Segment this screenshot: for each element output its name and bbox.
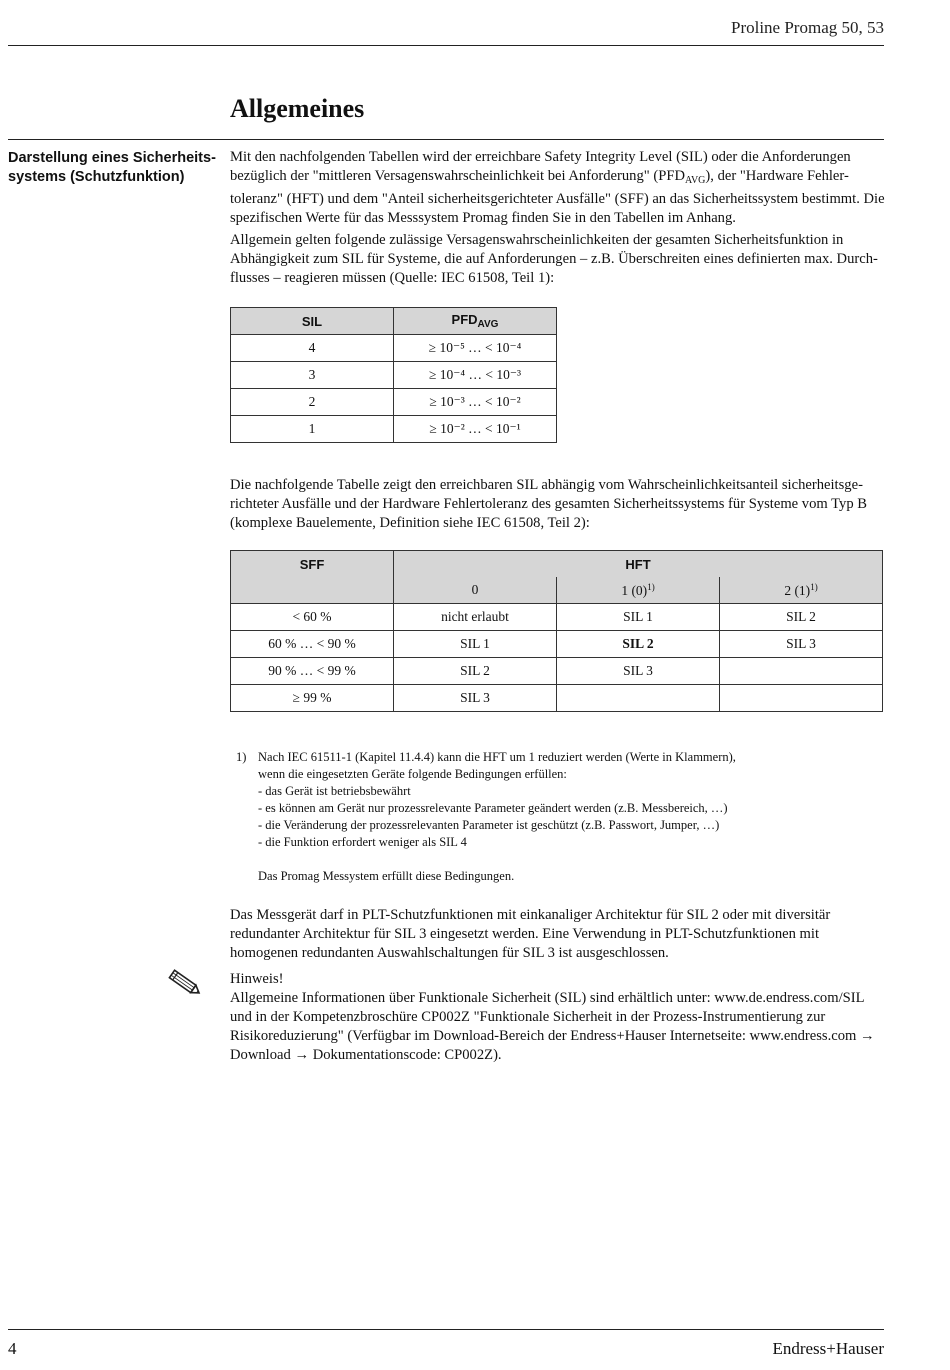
footnote-line: - die Funktion erfordert weniger als SIL 4: [258, 835, 467, 849]
column-header-sff-spacer: [231, 577, 394, 604]
pfd-paragraph: Allgemein gelten folgende zulässige Versagenswahrscheinlichkeiten der gesamten Sicherheitsfunktion in Abhängigkeit zum SIL für Systeme, die auf Anforderungen – z.B. Überschreiten eines definierten max. Durch-flusses – reagieren müssen (Quelle: IEC 61508, Teil 1):: [230, 232, 878, 286]
note-title: Hinweis!: [230, 971, 284, 987]
column-header-hft-2: 2 $(1)^{1)}$: [720, 577, 883, 604]
pencil-icon: [163, 966, 205, 1009]
cell-sff: < 60 %: [231, 604, 394, 631]
table-header-row: [231, 551, 883, 578]
cell-pfd: ≥ 10⁻² … < 10⁻¹: [394, 416, 557, 443]
footnote-line: wenn die eingesetzten Geräte folgende Bedingungen erfüllen:: [258, 767, 567, 781]
column-header-hft-1: 1 $(0)^{1)}$: [557, 577, 720, 604]
note-block: [230, 970, 886, 1065]
page-number: 4: [8, 1339, 17, 1358]
cell-sff: 60 % … < 90 %: [231, 631, 394, 658]
footnote-closing: Das Promag Messystem erfüllt diese Bedingungen.: [258, 869, 515, 883]
cell-hft-2: SIL 3: [720, 631, 883, 658]
footnote-line: Nach IEC 61511-1 (Kapitel 11.4.4) kann die HFT um 1 reduziert werden (Werte in Klammern),: [258, 750, 736, 764]
column-header-sff: SFF: [231, 551, 394, 578]
table-row: [231, 389, 557, 416]
cell-hft-1: SIL 3: [557, 658, 720, 685]
footnote-body: [258, 749, 858, 885]
column-header-hft: HFT: [394, 551, 883, 578]
cell-hft-0: SIL 1: [394, 631, 557, 658]
table-row: [231, 335, 557, 362]
cell-hft-0: SIL 2: [394, 658, 557, 685]
cell-hft-1: SIL 1: [557, 604, 720, 631]
table-row: [231, 685, 883, 712]
cell-hft-2: [720, 658, 883, 685]
cell-hft-1: SIL 2: [557, 631, 720, 658]
usage-paragraph: Das Messgerät darf in PLT-Schutzfunktionen mit einkanaliger Architektur für SIL 2 oder mit diversitär redundanter Architektur für SIL 3 eingesetzt werden. Eine Verwendung in PLT-Schutzfunktionen mit homogenen redundanten Auswahlschaltungen für SIL 3 ist ausgeschlossen.: [230, 907, 831, 961]
footnote-line: - das Gerät ist betriebsbewährt: [258, 784, 411, 798]
footnote-line: - es können am Gerät nur prozessrelevante Parameter geändert werden (z.B. Messbereich, …): [258, 801, 728, 815]
table-row: [231, 658, 883, 685]
sff-hft-table: [230, 550, 883, 712]
cell-sil: 1: [231, 416, 394, 443]
footer-brand: Endress+Hauser: [772, 1339, 884, 1358]
page-title: Allgemeines: [230, 94, 365, 123]
footer-rule: [8, 1329, 884, 1330]
cell-pfd: ≥ 10⁻⁴ … < 10⁻³: [394, 362, 557, 389]
cell-pfd: ≥ 10⁻⁵ … < 10⁻⁴: [394, 335, 557, 362]
header-rule: [8, 45, 884, 46]
table-row: [231, 362, 557, 389]
sff-paragraph: Die nachfolgende Tabelle zeigt den erreichbaren SIL abhängig vom Wahrscheinlichkeitsanteil sicherheitsge-richteter Ausfälle und der Hardware Fehlertoleranz des gesamten Sicherheitssystems für Systeme vom Typ B (komplexe Bauelemente, Definition siehe IEC 61508, Teil 2):: [230, 477, 868, 531]
table-row: [231, 416, 557, 443]
cell-pfd: ≥ 10⁻³ … < 10⁻²: [394, 389, 557, 416]
footnote-line: - die Veränderung der prozessrelevanten Parameter ist geschützt (z.B. Passwort, Jumper, …): [258, 818, 720, 832]
column-header-sil: SIL: [231, 308, 394, 335]
cell-hft-2: SIL 2: [720, 604, 883, 631]
table-header-row: [231, 308, 557, 335]
footnote-number: 1): [236, 750, 247, 764]
note-body: Allgemeine Informationen über Funktionale Sicherheit (SIL) sind erhältlich unter: www.de.endress.com/SIL und in der Kompetenzbroschüre CP002Z "Funktionale Sicherheit in der Prozess-Instrumentierung zur Risikoreduzierung" (Verfügbar im Download-Bereich der Endress+Hauser Internetseite: www.endress.com → Download → Dokumentationscode: CP002Z).: [230, 990, 875, 1063]
column-header-hft-0: 0: [394, 577, 557, 604]
cell-sff: ≥ 99 %: [231, 685, 394, 712]
sidebar-title: Darstellung eines Sicherheits-systems (Schutzfunktion): [8, 150, 216, 185]
section-rule: [8, 139, 884, 140]
table-subheader-row: [231, 577, 883, 604]
header-title: Proline Promag 50, 53: [731, 18, 884, 37]
cell-hft-0: nicht erlaubt: [394, 604, 557, 631]
table-row: [231, 631, 883, 658]
cell-sil: 3: [231, 362, 394, 389]
table-row: [231, 604, 883, 631]
intro-paragraph: Mit den nachfolgenden Tabellen wird der erreichbare Safety Integrity Level (SIL) oder die Anforderungen bezüglich der "mittleren Versagenswahrscheinlichkeit bei Anforderung" $(PFD_{AVG})$, der "Hardware Fehler-toleranz" (HFT) und dem "Anteil sicherheitsgerichteter Ausfälle" (SFF) an das Sicherheitssystem bestimmt. Die spezifischen Werte für das Messsystem Promag finden Sie in den Tabellen im Anhang.: [230, 149, 885, 226]
sil-pfd-table: [230, 307, 557, 443]
cell-sil: 2: [231, 389, 394, 416]
cell-hft-0: SIL 3: [394, 685, 557, 712]
cell-sil: 4: [231, 335, 394, 362]
column-header-pfd: $PFD_{AVG}$: [394, 308, 557, 335]
cell-sff: 90 % … < 99 %: [231, 658, 394, 685]
cell-hft-2: [720, 685, 883, 712]
cell-hft-1: [557, 685, 720, 712]
footnote: [236, 749, 876, 889]
